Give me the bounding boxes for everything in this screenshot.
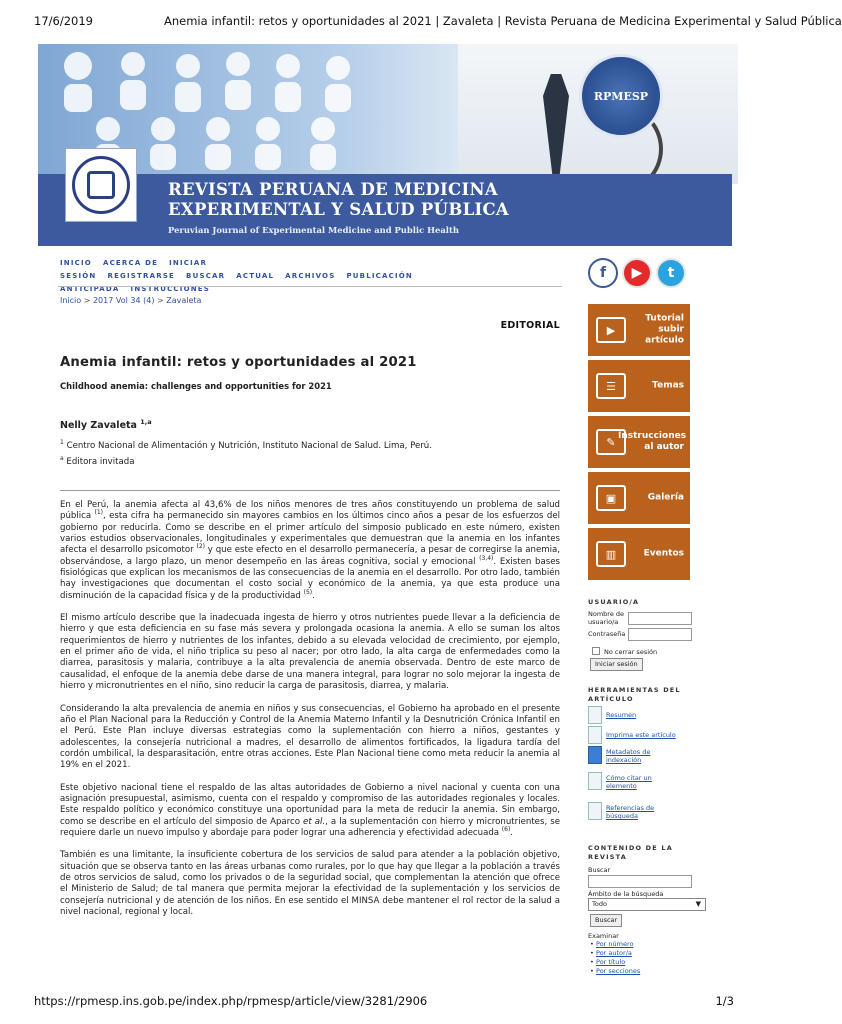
nav-publicacion-anticipada[interactable]: PUBLICACIÓN ANTICIPADA [60,272,413,293]
breadcrumb-issue[interactable]: 2017 Vol 34 (4) [92,296,155,305]
chevron-down-icon: ▼ [695,900,701,908]
tile-galeria[interactable]: ▣ Galería [588,472,690,524]
remember-checkbox[interactable] [592,647,600,655]
nav-buscar[interactable]: BUSCAR [186,272,226,280]
tile-eventos[interactable]: ▥ Eventos [588,528,690,580]
nav-archivos[interactable]: ARCHIVOS [285,272,336,280]
browse-label: Examinar [588,932,619,940]
journal-title[interactable]: REVISTA PERUANA DE MEDICINA EXPERIMENTAL Y SALUD PÚBLICA [168,180,510,219]
chart-icon: ▥ [596,541,626,567]
nav-actual[interactable]: ACTUAL [236,272,275,280]
paragraph-1: En el Perú, la anemia afecta al 43,6% de los niños menores de tres años constituyendo un problema de salud pública $^{(1)}$, esta cifra ha permanecido sin mayores cambios en los últimos cinco años a pesar de los esfuerzos del gobierno por reducirla. Como se describe en el primer artículo del simposio publicado en este número, existen varios estudios observacionales, longitudinales y experimentales que demuestran que la anemia en los infantes afecta el desarrollo psicomotor $^{(2)}$ y que este efecto en el desarrollo permanecería, a pesar de corregirse la anemia, observándose, a largo plazo, un menor desempeño en las áreas cognitiva, social y emocional $^{(3,4)}$. Existen bases fisiológicas que explican los mecanismos de las consecuencias de la anemia en el desarrollo. Por otro lado, también hay investigaciones que documentan el costo social y económico de la anemia, ya que esta produce una disminución de la capacidad física y de la productividad $^{(5)}$. [60,500,560,601]
rpmesp-badge: RPMESP [579,54,663,138]
search-references-icon [588,802,602,820]
print-date: 17/6/2019 [34,14,93,28]
info-icon [588,746,602,764]
video-icon: ▶ [596,317,626,343]
tool-resumen[interactable]: Resumen [588,706,692,728]
login-button[interactable]: Iniciar sesión [590,658,643,671]
contents-heading: CONTENIDO DE LA REVISTA [588,844,673,861]
search-label: Buscar [588,866,611,874]
journal-subtitle: Peruvian Journal of Experimental Medicine and Public Health [168,225,459,235]
document-icon: ✎ [596,429,626,455]
article-title: Anemia infantil: retos y oportunidades al 2021 [60,355,417,370]
print-url: https://rpmesp.ins.gob.pe/index.php/rpmesp/article/view/3281/2906 [34,994,428,1008]
document-icon [588,706,602,724]
browse-by-author[interactable]: • Por autor/a [596,949,632,957]
username-label: Nombre de usuario/a [588,610,625,626]
tools-heading: HERRAMIENTAS DEL ARTÍCULO [588,686,681,703]
print-title: Anemia infantil: retos y oportunidades al 2021 | Zavaleta | Revista Peruana de Medicina Experimental y Salud Pública [164,14,842,28]
search-input[interactable] [588,875,692,888]
scope-label: Ámbito de la búsqueda [588,890,664,898]
tile-instrucciones[interactable]: ✎ Instrucciones al autor [588,416,690,468]
print-icon [588,726,602,744]
facebook-icon[interactable]: f [588,258,618,288]
nav-acerca-de[interactable]: ACERCA DE [102,259,159,267]
article-subtitle: Childhood anemia: challenges and opportunities for 2021 [60,381,332,391]
twitter-icon[interactable]: t [656,258,686,288]
citation[interactable]: (1) [94,509,103,517]
nav-iniciar-sesion[interactable]: INICIAR SESIÓN [60,259,208,280]
citation[interactable]: (2) [196,543,205,551]
scope-select[interactable]: Todo ▼ [588,898,706,911]
search-button[interactable]: Buscar [590,914,622,927]
journal-banner [38,44,732,246]
citation[interactable]: (6) [501,826,511,834]
citation-icon [588,772,602,790]
ins-logo[interactable] [65,148,137,222]
user-heading: USUARIO/A [588,598,640,606]
paragraph-3: Considerando la alta prevalencia de anemia en niños y sus consecuencias, el Gobierno ha aprobado en el presente año el Plan Nacional para la Reducción y Control de la Anemia Materno Infantil y la Desnutrición Crónica Infantil en el Perú. Este Plan incluye diversas estrategias como la suplementación con hierro a niños, gestantes y adolescentes, la consejería nutricional a madres, el desarrollo de alimentos fortificados, la ligadura tardía del cordón umbilical, la desparasitación, entre otras acciones. Este Plan Nacional tiene como meta reducir la anemia al 19% en el 2021. [60,703,560,771]
citation[interactable]: (5) [303,588,313,596]
paragraph-5: También es una limitante, la insuficiente cobertura de los servicios de salud para atender a la población objetivo, situación que se observa tanto en las áreas urbanas como rurales, por lo que hay que llegar a la población a través de otros servicios de salud, como los privados o de la seguridad social, que complementan la atención que ofrece el Ministerio de Salud; de tal manera que permita mejorar la efectividad de la suplementación y los servicios de consejería nutricional y de atención de los niños. En ese sentido el MINSA debe mantener el rol rector de la salud a nivel nacional, regional y local. [60,850,560,917]
body-divider [60,490,560,491]
tool-metadatos[interactable]: Metadatos de indexación [588,746,692,768]
section-label: EDITORIAL [500,320,560,331]
tile-tutorial[interactable]: ▶ Tutorial subir artículo [588,304,690,356]
affiliation-1: $^1$ Centro Nacional de Alimentación y Nutrición, Instituto Nacional de Salud. Lima, Perú. [60,439,432,451]
breadcrumb-home[interactable]: Inicio [60,296,82,305]
paragraph-4: Este objetivo nacional tiene el respaldo de las altas autoridades de Gobierno a nivel nacional y cuenta con una asignación presupuestal, asimismo, cuenta con el respaldo y compromiso de las autoridades regionales y locales. Este respaldo político y económico constituye una oportunidad para la meta de reducir la anemia. Sin embargo, como se describe en el artículo del simposio de Aparco et al., a la suplementación con hierro y micronutrientes, se requiere darle un nuevo impulso y abordaje para poder lograr una adherencia y efectividad adecuada $^{(6)}$. [60,782,560,838]
nav-registrarse[interactable]: REGISTRARSE [107,272,176,280]
affiliation-2: $^a$ Editora invitada [60,455,135,467]
paragraph-2: El mismo artículo describe que la inadecuada ingesta de hierro y otros nutrientes puede llevar a la deficiencia de hierro y que esta deficiencia en su fase más severa y prolongada ocasiona la anemia. A ello se suman los altos requerimientos de hierro y nutrientes de los infantes, debido a su elevada velocidad de crecimiento, por ejemplo, en el primer año de vida, el niño triplica su peso al nacer; por otro lado, la alta carga de enfermedades como la diarrea, parasitosis y malaria, contribuye a la alta prevalencia de anemia observada. Dentro de este marco de causalidad, el enfoque de la anemia debe darse de una manera integral, para lograr no solo mejorar la ingesta de hierro y micronutrientes en el niño, sino reducir la carga de parasitosis, diarrea, y malaria. [60,613,560,692]
citation[interactable]: (3,4) [479,554,494,562]
remember-label: No cerrar sesión [604,648,658,656]
tool-citar[interactable]: Cómo citar un elemento [588,772,692,794]
nav-divider [58,286,562,287]
print-footer [34,994,734,1010]
youtube-icon[interactable]: ▶ [622,258,652,288]
username-input[interactable] [628,612,692,625]
print-header [34,14,842,30]
top-nav [60,250,560,296]
password-label: Contraseña [588,630,626,638]
print-page-number: 1/3 [715,994,734,1008]
breadcrumb-current[interactable]: Zavaleta [166,296,202,305]
nav-instrucciones[interactable]: INSTRUCCIONES [130,285,210,293]
article-body [60,500,560,929]
main-content [60,250,560,917]
tool-imprima[interactable]: Imprima este artículo [588,726,692,748]
tool-referencias[interactable]: Referencias de búsqueda [588,802,692,824]
list-icon: ☰ [596,373,626,399]
tile-temas[interactable]: ☰ Temas [588,360,690,412]
breadcrumb: Inicio > 2017 Vol 34 (4) > Zavaleta [60,296,202,305]
nav-inicio[interactable]: INICIO [60,259,92,267]
browse-by-issue[interactable]: • Por número [596,940,633,948]
article-author: Nelly Zavaleta $^{1,a}$ [60,418,152,432]
browse-by-section[interactable]: • Por secciones [596,967,640,975]
social-links [588,258,688,290]
browse-by-title[interactable]: • Por título [596,958,625,966]
password-input[interactable] [628,628,692,641]
image-icon: ▣ [596,485,626,511]
